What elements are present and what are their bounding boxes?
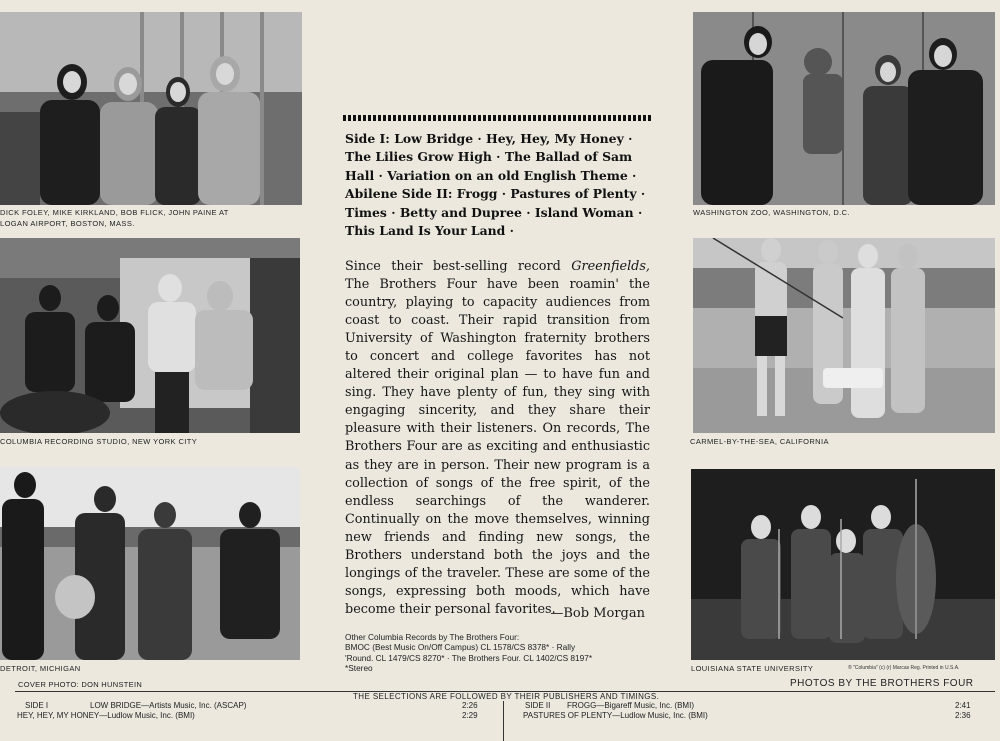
selections-header: THE SELECTIONS ARE FOLLOWED BY THEIR PUBLISHERS AND TIMINGS. (353, 692, 660, 701)
song-line: The Lilies Grow High · The Ballad of Sam (345, 149, 633, 165)
photo-recording-studio (0, 238, 300, 433)
song-line: Abilene Side II: Frogg · Pastures of Plenty · (345, 186, 646, 202)
cover-photo-credit: COVER PHOTO: DON HUNSTEIN (18, 680, 143, 689)
caption-airport-line1: DICK FOLEY, MIKE KIRKLAND, BOB FLICK, JOHN PAINE AT (0, 208, 229, 217)
decorative-rule (343, 115, 653, 121)
caption-zoo: WASHINGTON ZOO, WASHINGTON, D.C. (693, 208, 850, 217)
side2-track: FROGG—Bigareff Music, Inc. (BMI) (567, 701, 694, 710)
side1-label: SIDE I (25, 701, 49, 710)
selections-box (15, 691, 995, 732)
photo-airport (0, 12, 302, 205)
side1-track: LOW BRIDGE—Artists Music, Inc. (ASCAP) (90, 701, 247, 710)
photo-university (691, 469, 995, 660)
photo-detroit (0, 467, 300, 660)
song-line: This Land Is Your Land · (345, 223, 514, 239)
song-line: Side I: Low Bridge · Hey, Hey, My Honey · (345, 131, 633, 146)
liner-notes-lead: Since their best-selling record (345, 259, 572, 274)
liner-notes-rest: The Brothers Four have been roamin' the country, playing to capacity audiences from coast to coast. Their rapid transition from University of Washington fraternity brothers to concert and college favorites has not altered their original plan — to have fun and sing. They have plenty of fun, they sing with engaging sincerity, and they share their pleasure with their listeners. On records, The Brothers Four are as exciting and enthusiastic as they are in person. Their new program is a collection of songs of the free spirit, of the endless searchings of the wanderer. Continually on the move themselves, winning new friends and finding new songs, the Brothers understand both the joys and the longings of the traveler. These are some of the songs, expressing both moods, which have become their personal favorites. (345, 277, 650, 617)
side1-track-time: 2:29 (462, 711, 478, 720)
side2-track-time: 2:41 (955, 701, 971, 710)
other-records (345, 632, 665, 674)
side2-track: PASTURES OF PLENTY—Ludlow Music, Inc. (BMI) (523, 711, 708, 720)
song-list (345, 130, 657, 240)
label-text: ® "Columbia" (c) (r) Marcas Reg. Printed in U.S.A. (848, 665, 960, 671)
side2-track-time: 2:36 (955, 711, 971, 720)
photo-beach (693, 238, 995, 433)
liner-notes (345, 258, 650, 619)
caption-recording-studio: COLUMBIA RECORDING STUDIO, NEW YORK CITY (0, 437, 198, 446)
side1-track-time: 2:26 (462, 701, 478, 710)
caption-university: LOUISIANA STATE UNIVERSITY (691, 664, 814, 673)
other-records-line: BMOC (Best Music On/Off Campus) CL 1578/CS 8378* · Rally (345, 642, 576, 653)
photo-zoo (693, 12, 995, 205)
author-signature: —Bob Morgan (550, 606, 645, 621)
liner-notes-record-title: Greenfields, (571, 259, 650, 274)
side2-label: SIDE II (525, 701, 551, 710)
song-line: Hall · Variation on an old English Theme · (345, 167, 637, 183)
side1-track: HEY, HEY, MY HONEY—Ludlow Music, Inc. (BMI) (17, 711, 195, 720)
caption-beach: CARMEL-BY-THE-SEA, CALIFORNIA (690, 437, 829, 446)
caption-detroit: DETROIT, MICHIGAN (0, 664, 81, 673)
other-records-line: Other Columbia Records by The Brothers Four: (345, 632, 520, 642)
selections-divider (503, 701, 504, 741)
photos-credit: PHOTOS BY THE BROTHERS FOUR (790, 678, 974, 689)
other-records-line: 'Round. CL 1479/CS 8270* · The Brothers Four. CL 1402/CS 8197* (345, 652, 593, 663)
caption-airport-line2: LOGAN AIRPORT, BOSTON, MASS. (0, 219, 135, 228)
song-line: Times · Betty and Dupree · Island Woman · (345, 204, 643, 220)
other-records-line: *Stereo (345, 663, 373, 674)
